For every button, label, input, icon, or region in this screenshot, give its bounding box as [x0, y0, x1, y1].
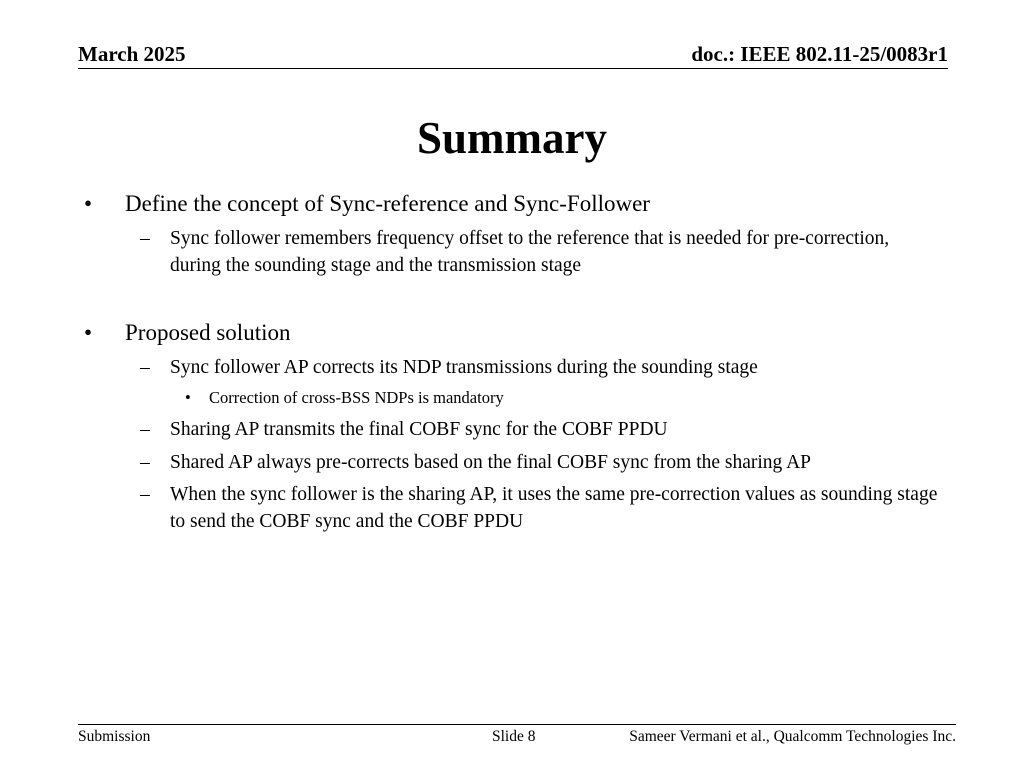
slide-title: Summary — [417, 113, 607, 163]
dash-icon: – — [140, 452, 150, 473]
bullet-dot-icon: • — [185, 388, 191, 407]
sub-bullet-text: Sync follower AP corrects its NDP transmissions during the sounding stage — [170, 357, 758, 378]
bullet-dot-icon: • — [84, 191, 93, 216]
slide-footer — [78, 724, 956, 753]
header-date: March 2025 — [78, 42, 186, 66]
dash-icon: – — [140, 484, 150, 505]
bullet-text: Proposed solution — [125, 320, 291, 345]
bullet-text: Define the concept of Sync-reference and Sync-Follower — [125, 191, 650, 216]
slide-number: Slide 8 — [492, 728, 536, 745]
header-doc-id: doc.: IEEE 802.11-25/0083r1 — [691, 42, 948, 66]
sub-bullet-text: When the sync follower is the sharing AP, it uses the same pre-correction values as sounding stage to send the COBF sync and the COBF PPDU — [170, 484, 938, 532]
sub-sub-bullet-text: Correction of cross-BSS NDPs is mandatory — [209, 388, 504, 407]
dash-icon: – — [140, 419, 150, 440]
sub-bullet-text: Sync follower remembers frequency offset to the reference that is needed for pre-correction, during the sounding stage and the transmission stage — [170, 228, 890, 276]
footer-author: Sameer Vermani et al., Qualcomm Technologies Inc. — [629, 728, 956, 745]
dash-icon: – — [140, 228, 150, 249]
footer-submission: Submission — [78, 728, 151, 745]
bullet-dot-icon: • — [84, 320, 93, 345]
sub-bullet-text: Shared AP always pre-corrects based on the final COBF sync from the sharing AP — [170, 452, 812, 473]
sub-bullet-text: Sharing AP transmits the final COBF sync for the COBF PPDU — [170, 419, 668, 440]
slide-header — [78, 40, 948, 69]
dash-icon: – — [140, 357, 150, 378]
